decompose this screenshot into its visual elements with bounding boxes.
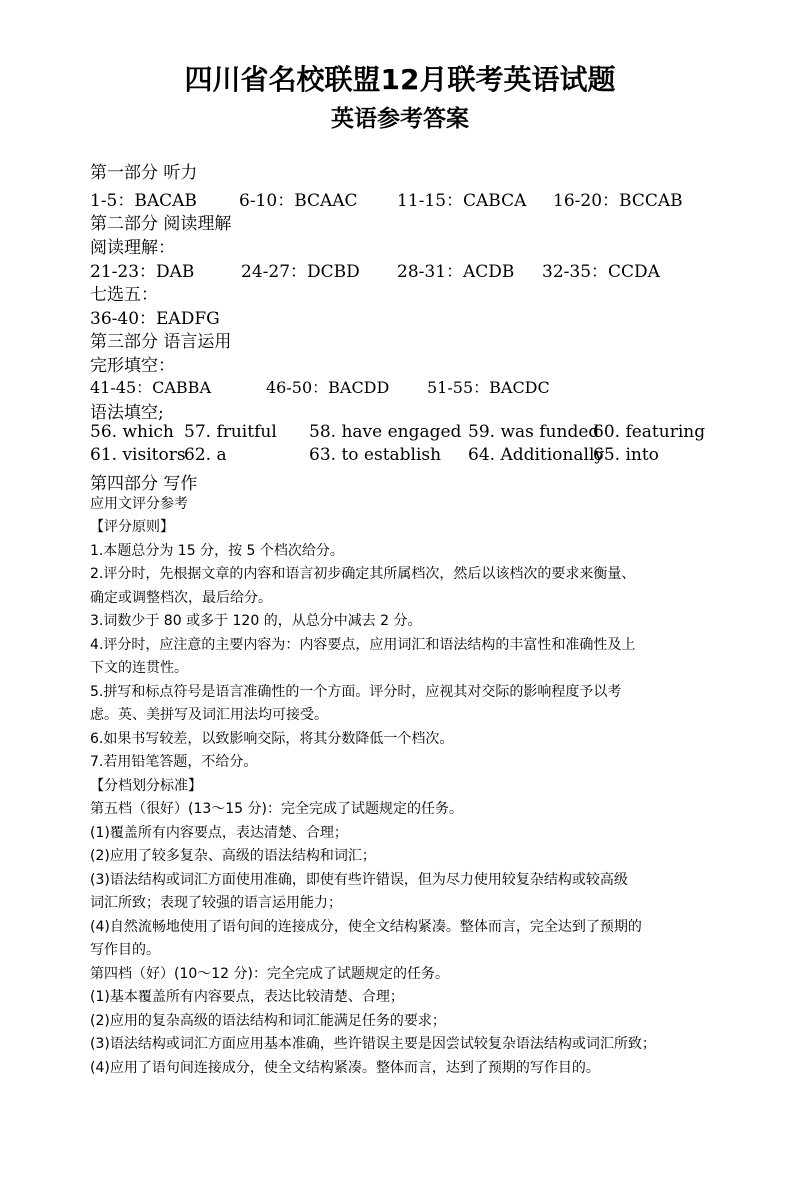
grade-criterion: 词汇所致；表现了较强的语言运用能力； xyxy=(90,895,342,911)
reading-answer: 21-23：DAB xyxy=(90,262,195,282)
rule-line: 下文的连贯性。 xyxy=(90,660,188,676)
page-subtitle: 英语参考答案 xyxy=(331,106,469,132)
grade-level-heading: 第五档（很好）(13～15 分)：完全完成了试题规定的任务。 xyxy=(90,801,464,817)
grammar-answer: 56. which xyxy=(90,422,174,442)
listening-answer: 11-15：CABCA xyxy=(397,191,527,211)
listening-answer: 1-5：BACAB xyxy=(90,191,197,211)
grade-criterion: (2)应用的复杂高级的语法结构和词汇能满足任务的要求； xyxy=(90,1013,446,1029)
part4-heading: 第四部分 写作 xyxy=(90,474,198,494)
rule-line: 4.评分时，应注意的主要内容为：内容要点，应用词汇和语法结构的丰富性和准确性及上 xyxy=(90,637,636,653)
grading-heading: 【分档划分标准】 xyxy=(90,778,202,794)
grammar-answer: 63. to establish xyxy=(309,445,442,465)
rule-line: 7.若用铅笔答题，不给分。 xyxy=(90,754,258,770)
grammar-answer: 59. was funded xyxy=(468,422,600,442)
grade-criterion: (1)基本覆盖所有内容要点，表达比较清楚、合理； xyxy=(90,989,404,1005)
grade-criterion: (4)应用了语句间连接成分，使全文结构紧凑。整体而言，达到了预期的写作目的。 xyxy=(90,1060,600,1076)
rule-line: 2.评分时，先根据文章的内容和语言初步确定其所属档次，然后以该档次的要求来衡量、 xyxy=(90,566,636,582)
seven-choose-five-answer: 36-40：EADFG xyxy=(90,309,220,329)
grade-criterion: (1)覆盖所有内容要点，表达清楚、合理； xyxy=(90,825,348,841)
grammar-answer: 57. fruitful xyxy=(184,422,277,442)
part1-heading: 第一部分 听力 xyxy=(90,163,198,183)
listening-answer: 6-10：BCAAC xyxy=(239,191,358,211)
grammar-answer: 58. have engaged xyxy=(309,422,462,442)
reading-answer: 32-35：CCDA xyxy=(542,262,660,282)
page-title: 四川省名校联盟12月联考英语试题 xyxy=(184,63,616,96)
reading-answer: 24-27：DCBD xyxy=(241,262,360,282)
rule-line: 1.本题总分为 15 分，按 5 个档次给分。 xyxy=(90,543,344,559)
grade-criterion: (3)语法结构或词汇方面应用基本准确，些许错误主要是因尝试较复杂语法结构或词汇所致； xyxy=(90,1036,656,1052)
grade-criterion: (2)应用了较多复杂、高级的语法结构和词汇； xyxy=(90,848,376,864)
listening-answer: 16-20：BCCAB xyxy=(553,191,683,211)
rule-line: 虑。英、美拼写及词汇用法均可接受。 xyxy=(90,707,328,723)
grade-criterion: 写作目的。 xyxy=(90,942,160,958)
cloze-label: 完形填空： xyxy=(90,356,175,376)
cloze-answer: 41-45：CABBA xyxy=(90,378,211,397)
grammar-answer: 65. into xyxy=(593,445,659,465)
rule-heading: 【评分原则】 xyxy=(90,519,174,535)
grade-level-heading: 第四档（好）(10～12 分)：完全完成了试题规定的任务。 xyxy=(90,966,450,982)
grammar-answer: 62. a xyxy=(184,445,227,465)
part3-heading: 第三部分 语言运用 xyxy=(90,332,232,352)
grammar-label: 语法填空; xyxy=(90,403,164,423)
rule-line: 6.如果书写较差，以致影响交际，将其分数降低一个档次。 xyxy=(90,731,454,747)
rule-line: 3.词数少于 80 或多于 120 的，从总分中减去 2 分。 xyxy=(90,613,422,629)
reading-label: 阅读理解： xyxy=(90,238,175,258)
rule-line: 5.拼写和标点符号是语言准确性的一个方面。评分时，应视其对交际的影响程度予以考 xyxy=(90,684,622,700)
cloze-answer: 46-50：BACDD xyxy=(266,378,390,397)
grade-criterion: (4)自然流畅地使用了语句间的连接成分，使全文结构紧凑。整体而言，完全达到了预期的 xyxy=(90,919,642,935)
part2-heading: 第二部分 阅读理解 xyxy=(90,214,232,234)
seven-choose-five-label: 七选五： xyxy=(90,285,158,305)
grammar-answer: 60. featuring xyxy=(593,422,706,442)
reading-answer: 28-31：ACDB xyxy=(397,262,515,282)
grammar-answer: 64. Additionally xyxy=(468,445,604,465)
grammar-answer: 61. visitors xyxy=(90,445,186,465)
cloze-answer: 51-55：BACDC xyxy=(427,378,550,397)
rule-line: 确定或调整档次，最后给分。 xyxy=(90,590,272,606)
writing-label: 应用文评分参考 xyxy=(90,496,188,512)
grade-criterion: (3)语法结构或词汇方面使用准确，即使有些许错误，但为尽力使用较复杂结构或较高级 xyxy=(90,872,628,888)
